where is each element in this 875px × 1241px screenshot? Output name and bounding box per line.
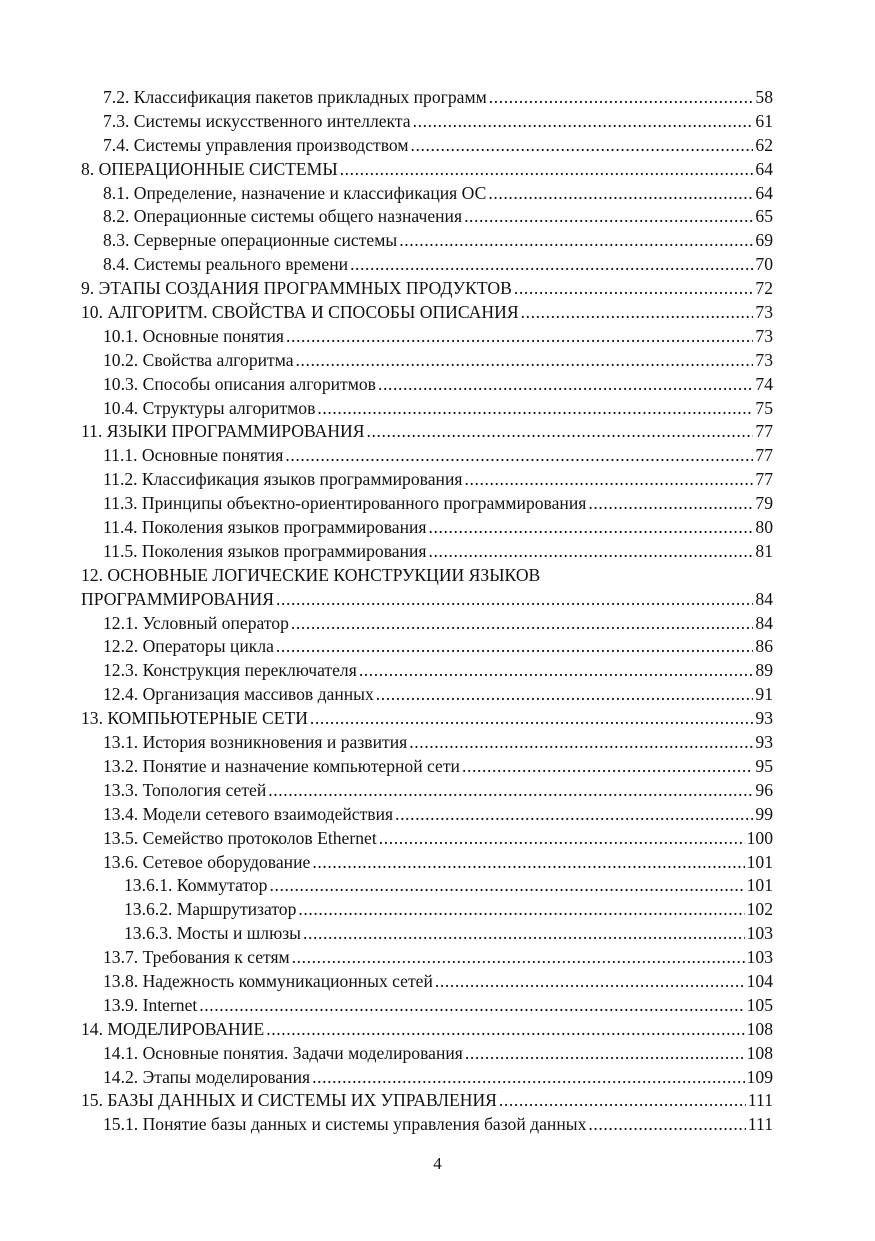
toc-entry-page: 105	[746, 994, 773, 1015]
toc-entry-page: 96	[755, 779, 773, 800]
toc-entry-title: 11.4. Поколения языков программирования	[103, 517, 427, 538]
toc-entry[interactable]	[81, 86, 773, 110]
toc-entry-page: 99	[755, 803, 773, 824]
toc-entry-page: 86	[755, 636, 773, 657]
toc-entry-page: 101	[746, 875, 773, 896]
toc-entry[interactable]	[81, 516, 773, 540]
toc-entry-page: 64	[755, 158, 773, 179]
toc-leader-dots	[588, 492, 753, 516]
toc-entry[interactable]	[81, 182, 773, 206]
toc-entry-page: 91	[755, 684, 773, 705]
toc-entry-title: 7.2. Классификация пакетов прикладных программ	[103, 87, 487, 107]
toc-leader-dots	[462, 755, 753, 779]
toc-entry[interactable]	[81, 1113, 773, 1137]
toc-entry[interactable]	[81, 229, 773, 253]
toc-entry-page: 108	[746, 1042, 773, 1063]
table-of-contents	[81, 86, 773, 1137]
toc-leader-dots	[276, 635, 754, 659]
toc-entry-title: 10.1. Основные понятия	[103, 325, 284, 346]
toc-entry-page: 80	[755, 517, 773, 538]
toc-entry-title: 15.1. Понятие базы данных и системы управления базой данных	[103, 1114, 587, 1135]
toc-entry[interactable]	[81, 898, 773, 922]
toc-entry-title: 10.4. Структуры алгоритмов	[103, 397, 316, 418]
toc-leader-dots	[399, 229, 753, 253]
toc-entry-page: 93	[755, 708, 773, 729]
toc-entry[interactable]	[81, 277, 773, 301]
toc-entry-page: 103	[746, 923, 773, 944]
toc-entry[interactable]	[81, 779, 773, 803]
toc-leader-dots	[310, 707, 754, 731]
toc-entry[interactable]	[81, 1066, 773, 1090]
toc-entry[interactable]	[81, 301, 773, 325]
toc-entry-page: 70	[755, 254, 773, 275]
toc-entry-page: 79	[755, 493, 773, 514]
toc-entry[interactable]	[81, 158, 773, 182]
toc-entry-title: 13.6.1. Коммутатор	[124, 875, 268, 896]
toc-entry[interactable]	[81, 635, 773, 659]
toc-leader-dots	[312, 851, 744, 875]
toc-entry-page: 58	[755, 87, 773, 107]
toc-entry[interactable]	[81, 325, 773, 349]
toc-leader-dots	[489, 86, 754, 110]
toc-leader-dots	[379, 827, 745, 851]
toc-entry[interactable]	[81, 827, 773, 851]
toc-entry-page: 74	[755, 373, 773, 394]
toc-entry[interactable]	[81, 851, 773, 875]
toc-leader-dots	[514, 277, 754, 301]
toc-entry-page: 69	[755, 230, 773, 251]
toc-entry[interactable]	[81, 994, 773, 1018]
toc-entry-title: 13.6.3. Мосты и шлюзы	[124, 923, 301, 944]
toc-leader-dots	[291, 612, 754, 636]
toc-entry[interactable]	[81, 659, 773, 683]
toc-entry-page: 111	[747, 1114, 773, 1135]
toc-entry-title: 11.5. Поколения языков программирования	[103, 540, 427, 561]
toc-entry-title: 12.3. Конструкция переключателя	[103, 660, 357, 681]
toc-entry[interactable]	[81, 707, 773, 731]
toc-leader-dots	[303, 922, 745, 946]
toc-entry-title: 8.4. Системы реального времени	[103, 254, 349, 275]
toc-leader-dots	[464, 468, 753, 492]
toc-entry-title: 11.1. Основные понятия	[103, 445, 284, 466]
toc-entry-page: 72	[755, 278, 773, 299]
toc-entry-page: 84	[755, 612, 773, 633]
toc-entry-page: 81	[755, 540, 773, 561]
toc-leader-dots	[350, 253, 753, 277]
toc-leader-dots	[266, 1018, 744, 1042]
toc-leader-dots	[340, 158, 754, 182]
toc-leader-dots	[413, 110, 754, 134]
toc-entry-title: 14.2. Этапы моделирования	[103, 1066, 311, 1087]
toc-entry[interactable]	[81, 588, 773, 612]
toc-entry[interactable]	[81, 1089, 773, 1113]
toc-entry-page: 108	[746, 1018, 773, 1039]
toc-entry-page: 65	[755, 206, 773, 227]
toc-leader-dots	[286, 325, 753, 349]
toc-entry[interactable]	[81, 134, 773, 158]
toc-entry-page: 64	[755, 182, 773, 203]
toc-leader-dots	[588, 1113, 746, 1137]
toc-entry-page: 84	[755, 588, 773, 609]
toc-entry-title: 11.3. Принципы объектно-ориентированного программирования	[103, 493, 587, 514]
toc-entry-title: 13.6. Сетевое оборудование	[103, 851, 311, 872]
toc-entry[interactable]	[81, 349, 773, 373]
toc-entry[interactable]	[81, 492, 773, 516]
toc-entry-title: 15. БАЗЫ ДАННЫХ И СИСТЕМЫ ИХ УПРАВЛЕНИЯ	[81, 1090, 497, 1111]
toc-entry[interactable]	[81, 970, 773, 994]
toc-entry-title: 10. АЛГОРИТМ. СВОЙСТВА И СПОСОБЫ ОПИСАНИЯ	[81, 302, 519, 323]
toc-leader-dots	[464, 205, 753, 229]
toc-entry[interactable]	[81, 540, 773, 564]
toc-entry-title: 14. МОДЕЛИРОВАНИЕ	[81, 1018, 265, 1039]
toc-entry[interactable]	[81, 612, 773, 636]
toc-entry-title: 12.1. Условный оператор	[103, 612, 289, 633]
toc-entry-page: 77	[755, 445, 773, 466]
toc-entry-page: 73	[755, 349, 773, 370]
toc-leader-dots	[429, 516, 754, 540]
toc-leader-dots	[292, 946, 745, 970]
toc-entry-page: 104	[746, 970, 773, 991]
toc-leader-dots	[435, 970, 745, 994]
toc-entry-title: 9. ЭТАПЫ СОЗДАНИЯ ПРОГРАММНЫХ ПРОДУКТОВ	[81, 278, 512, 299]
toc-entry-title: 13.4. Модели сетевого взаимодействия	[103, 803, 394, 824]
toc-entry-page: 75	[755, 397, 773, 418]
toc-entry[interactable]	[81, 731, 773, 755]
toc-entry-page: 109	[746, 1066, 773, 1087]
toc-entry-title: 13.1. История возникновения и развития	[103, 732, 408, 753]
toc-leader-dots	[296, 349, 754, 373]
toc-entry-title: 13.3. Топология сетей	[103, 779, 267, 800]
toc-leader-dots	[521, 301, 754, 325]
toc-entry-page: 73	[755, 325, 773, 346]
toc-leader-dots	[276, 588, 753, 612]
toc-leader-dots	[499, 1089, 746, 1113]
toc-entry-title: 8.1. Определение, назначение и классификация ОС	[103, 182, 487, 203]
toc-leader-dots	[376, 683, 754, 707]
toc-leader-dots	[317, 397, 753, 421]
toc-entry[interactable]	[81, 373, 773, 397]
toc-leader-dots	[359, 659, 754, 683]
toc-entry-title: 8.3. Серверные операционные системы	[103, 230, 398, 251]
toc-leader-dots	[268, 779, 753, 803]
toc-entry-title: 14.1. Основные понятия. Задачи моделирования	[103, 1042, 463, 1063]
toc-leader-dots	[285, 444, 753, 468]
toc-entry-title: 13.6.2. Маршрутизатор	[124, 899, 297, 920]
toc-entry-title: 13.8. Надежность коммуникационных сетей	[103, 970, 433, 991]
toc-entry-page: 62	[755, 134, 773, 155]
toc-leader-dots	[429, 540, 754, 564]
toc-entry-page: 73	[755, 302, 773, 323]
toc-leader-dots	[312, 1066, 745, 1090]
toc-entry-title: 8. ОПЕРАЦИОННЫЕ СИСТЕМЫ	[81, 158, 338, 179]
toc-leader-dots	[395, 803, 753, 827]
toc-entry-title: 13.9. Internet	[103, 994, 198, 1015]
toc-entry-page: 111	[747, 1090, 773, 1111]
toc-entry-page: 77	[755, 421, 773, 442]
toc-entry[interactable]	[81, 420, 773, 444]
toc-entry-title: 13.7. Требования к сетям	[103, 947, 290, 968]
toc-leader-dots	[298, 898, 744, 922]
toc-entry-title: 7.3. Системы искусственного интеллекта	[103, 110, 411, 131]
toc-entry-page: 77	[755, 469, 773, 490]
page-number: 4	[433, 1154, 442, 1173]
toc-entry[interactable]	[81, 1018, 773, 1042]
toc-entry-title: 7.4. Системы управления производством	[103, 134, 409, 155]
toc-entry-page: 102	[746, 899, 773, 920]
toc-entry[interactable]	[81, 683, 773, 707]
toc-entry[interactable]	[81, 803, 773, 827]
toc-entry-page: 61	[755, 110, 773, 131]
toc-entry-title: 10.2. Свойства алгоритма	[103, 349, 294, 370]
toc-entry-title: 12.4. Организация массивов данных	[103, 684, 374, 705]
toc-leader-dots	[411, 134, 754, 158]
toc-entry-title: 13.5. Семейство протоколов Ethernet	[103, 827, 377, 848]
toc-entry[interactable]	[81, 874, 773, 898]
toc-entry-title: 11.2. Классификация языков программирования	[103, 469, 463, 490]
toc-entry[interactable]	[81, 468, 773, 492]
toc-entry-page: 101	[746, 851, 773, 872]
toc-entry[interactable]	[81, 444, 773, 468]
toc-entry-title: ПРОГРАММИРОВАНИЯ	[81, 588, 274, 609]
toc-entry-page: 103	[746, 947, 773, 968]
toc-entry-page: 93	[755, 732, 773, 753]
toc-entry[interactable]	[81, 922, 773, 946]
toc-entry-title-line: 12. ОСНОВНЫЕ ЛОГИЧЕСКИЕ КОНСТРУКЦИИ ЯЗЫКОВ	[81, 564, 541, 585]
toc-leader-dots	[465, 1042, 745, 1066]
toc-leader-dots	[366, 420, 753, 444]
toc-entry-title: 13. КОМПЬЮТЕРНЫЕ СЕТИ	[81, 708, 308, 729]
toc-leader-dots	[409, 731, 753, 755]
toc-leader-dots	[199, 994, 744, 1018]
toc-entry-page: 89	[755, 660, 773, 681]
toc-entry[interactable]	[81, 397, 773, 421]
toc-leader-dots	[488, 182, 753, 206]
toc-entry[interactable]	[81, 110, 773, 134]
toc-entry-title: 11. ЯЗЫКИ ПРОГРАММИРОВАНИЯ	[81, 421, 365, 442]
toc-entry-title: 10.3. Способы описания алгоритмов	[103, 373, 376, 394]
toc-entry-page: 100	[746, 827, 773, 848]
toc-entry[interactable]	[81, 1042, 773, 1066]
toc-entry[interactable]	[81, 755, 773, 779]
toc-entry-title: 8.2. Операционные системы общего назначения	[103, 206, 463, 227]
toc-leader-dots	[378, 373, 753, 397]
toc-entry[interactable]	[81, 205, 773, 229]
toc-entry[interactable]	[81, 946, 773, 970]
toc-entry-title: 13.2. Понятие и назначение компьютерной сети	[103, 755, 460, 776]
toc-entry-title: 12.2. Операторы цикла	[103, 636, 274, 657]
toc-entry[interactable]	[81, 253, 773, 277]
toc-leader-dots	[269, 874, 744, 898]
toc-entry-page: 95	[755, 755, 773, 776]
